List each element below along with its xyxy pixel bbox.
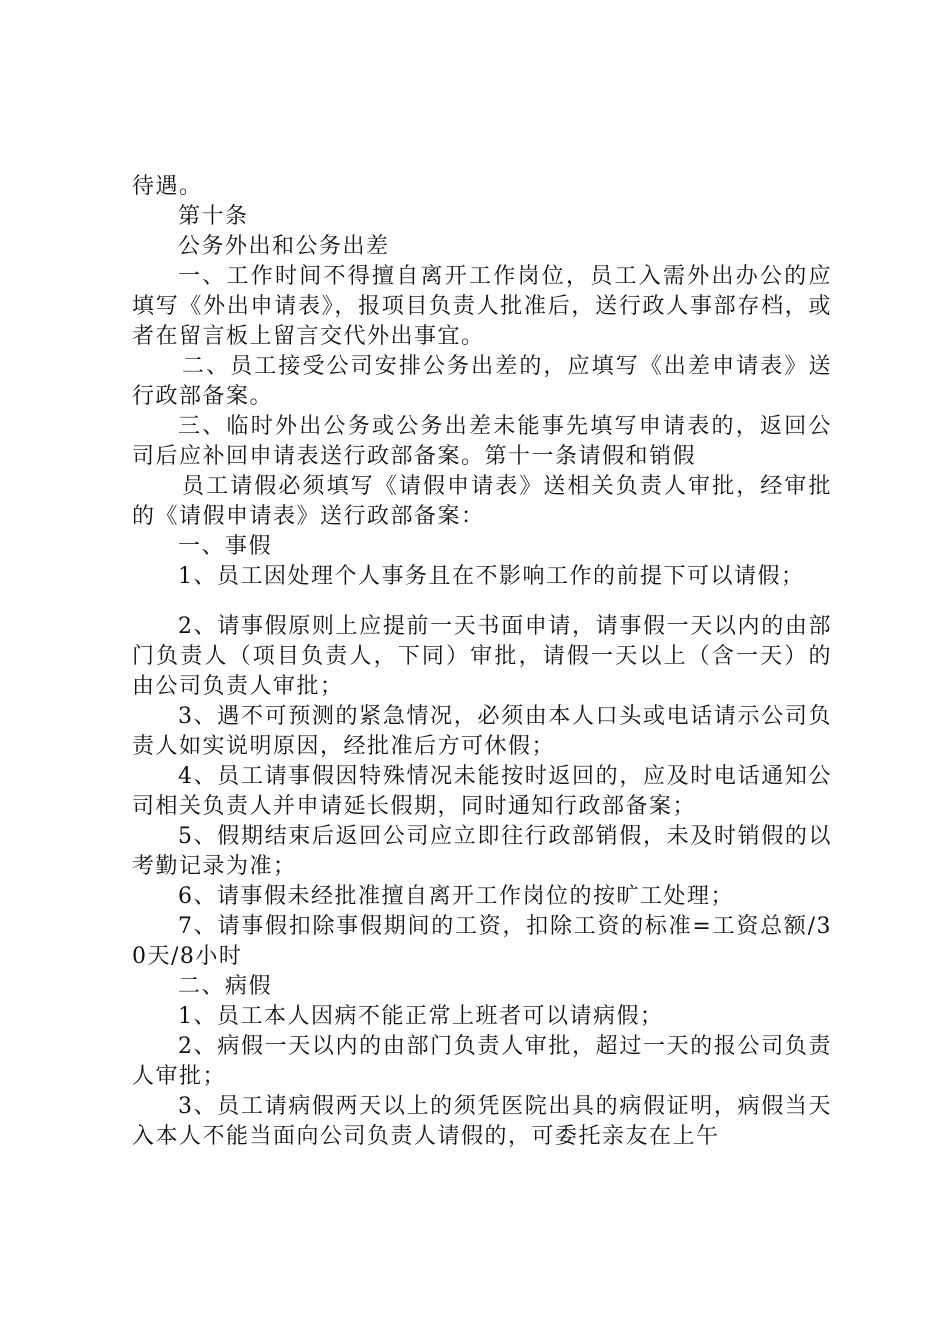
paragraph: 一、工作时间不得擅自离开工作岗位，员工入需外出办公的应填写《外出申请表》，报项目负责人批准后，送行政人事部存档，或者在留言板上留言交代外出事宜。 [132, 264, 832, 349]
list-item: 7、请事假扣除事假期间的工资，扣除工资的标准=工资总额/30天/8小时 [132, 914, 832, 969]
section-heading: 一、事假 [178, 534, 273, 559]
article-title: 公务外出和公务出差 [178, 234, 390, 259]
list-item: 6、请事假未经批准擅自离开工作岗位的按旷工处理； [178, 884, 734, 909]
list-item: 2、请事假原则上应提前一天书面申请，请事假一天以内的由部门负责人（项目负责人，下同）审批，请假一天以上（含一天）的由公司负责人审批； [132, 614, 832, 699]
paragraph: 员工请假必须填写《请假申请表》送相关负责人审批，经审批的《请假申请表》送行政部备案： [132, 474, 832, 529]
list-item: 3、员工请病假两天以上的须凭医院出具的病假证明，病假当天入本人不能当面向公司负责人请假的，可委托亲友在上午 [132, 1094, 832, 1149]
spacer [132, 592, 832, 612]
list-item: 2、病假一天以内的由部门负责人审批，超过一天的报公司负责人审批； [132, 1034, 832, 1089]
paragraph: 二、员工接受公司安排公务出差的，应填写《出差申请表》送行政部备案。 [132, 354, 832, 409]
paragraph: 三、临时外出公务或公务出差未能事先填写申请表的，返回公司后应补回申请表送行政部备案。第十一条请假和销假 [132, 414, 832, 469]
document-body [132, 172, 832, 1152]
list-item: 3、遇不可预测的紧急情况，必须由本人口头或电话请示公司负责人如实说明原因，经批准后方可休假； [132, 704, 832, 759]
list-item: 5、假期结束后返回公司应立即往行政部销假，未及时销假的以考勤记录为准； [132, 824, 832, 879]
list-item: 1、员工因处理个人事务且在不影响工作的前提下可以请假； [178, 564, 805, 589]
list-item: 1、员工本人因病不能正常上班者可以请病假； [178, 1004, 664, 1029]
paragraph-continuation: 待遇。 [132, 174, 203, 199]
list-item: 4、员工请事假因特殊情况未能按时返回的，应及时电话通知公司相关负责人并申请延长假期，同时通知行政部备案； [132, 764, 832, 819]
section-heading: 二、病假 [178, 974, 273, 999]
article-number: 第十条 [178, 204, 249, 229]
